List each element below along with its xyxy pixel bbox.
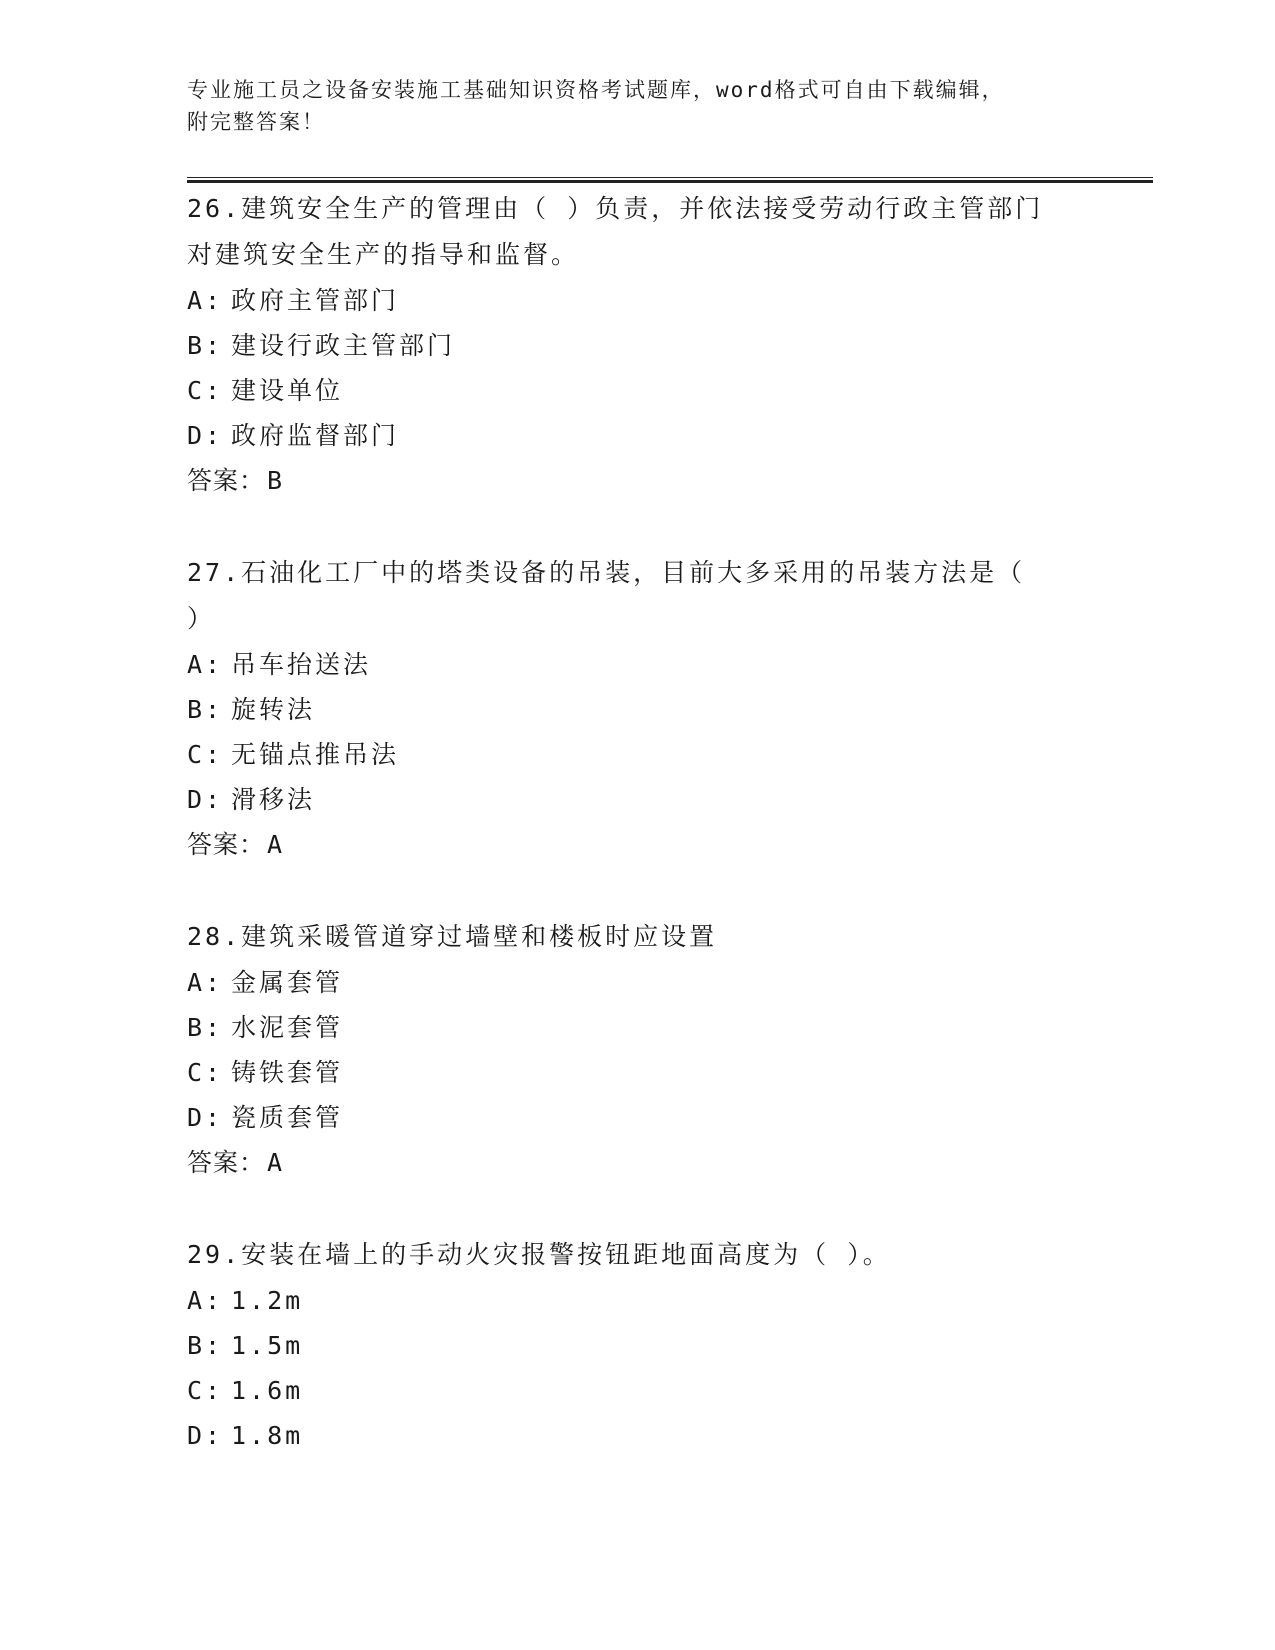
option-text: 无锚点推吊法 [231, 740, 400, 769]
option-b [187, 1005, 1087, 1050]
option-letter: A: [187, 1286, 224, 1315]
option-text: 瓷质套管 [231, 1103, 344, 1132]
option-letter: B: [187, 331, 224, 360]
option-text: 滑移法 [231, 785, 316, 814]
header-line-2: 附完整答案！ [187, 110, 325, 134]
question-stem-line: 对建筑安全生产的指导和监督。 [187, 240, 580, 269]
option-text: 1.5m [231, 1331, 304, 1360]
header-line-1: 专业施工员之设备安装施工基础知识资格考试题库，word格式可自由下载编辑， [187, 78, 1005, 102]
header-divider-thick [187, 180, 1153, 183]
option-letter: C: [187, 376, 224, 405]
option-text: 1.8m [231, 1421, 304, 1450]
option-letter: C: [187, 1058, 224, 1087]
option-a [187, 1278, 1087, 1323]
answer-value: A [267, 830, 284, 859]
option-a [187, 642, 1087, 687]
option-b [187, 687, 1087, 732]
option-text: 1.2m [231, 1286, 304, 1315]
question-stem-line: ） [187, 604, 216, 633]
option-letter: D: [187, 1421, 224, 1450]
option-a [187, 960, 1087, 1005]
header-divider-thin [187, 177, 1153, 178]
option-a [187, 278, 1087, 323]
answer-label: 答案： [187, 1148, 266, 1177]
question-stem-line: 26.建筑安全生产的管理由（ ）负责，并依法接受劳动行政主管部门 [187, 194, 1044, 223]
option-text: 建设行政主管部门 [231, 331, 456, 360]
option-text: 政府主管部门 [231, 286, 400, 315]
question-stem-line: 27.石油化工厂中的塔类设备的吊装，目前大多采用的吊装方法是（ [187, 558, 1026, 587]
option-b [187, 1323, 1087, 1368]
option-letter: B: [187, 695, 224, 724]
option-text: 旋转法 [231, 695, 316, 724]
option-letter: A: [187, 650, 224, 679]
option-d [187, 1413, 1087, 1458]
option-d [187, 777, 1087, 822]
option-d [187, 1095, 1087, 1140]
option-letter: D: [187, 1103, 224, 1132]
question-28 [187, 914, 1087, 1186]
option-letter: A: [187, 968, 224, 997]
option-letter: D: [187, 785, 224, 814]
answer-line [187, 1140, 1087, 1186]
option-text: 1.6m [231, 1376, 304, 1405]
option-c [187, 1050, 1087, 1095]
option-text: 建设单位 [231, 376, 344, 405]
answer-label: 答案： [187, 830, 266, 859]
question-27 [187, 550, 1087, 868]
option-c [187, 1368, 1087, 1413]
option-letter: B: [187, 1013, 224, 1042]
option-text: 吊车抬送法 [231, 650, 372, 679]
option-letter: C: [187, 740, 224, 769]
answer-value: A [267, 1148, 284, 1177]
answer-label: 答案： [187, 466, 266, 495]
option-c [187, 368, 1087, 413]
option-letter: A: [187, 286, 224, 315]
option-c [187, 732, 1087, 777]
answer-line [187, 458, 1087, 504]
question-26 [187, 186, 1087, 504]
option-letter: D: [187, 421, 224, 450]
option-text: 政府监督部门 [231, 421, 400, 450]
option-b [187, 323, 1087, 368]
option-text: 铸铁套管 [231, 1058, 344, 1087]
option-letter: C: [187, 1376, 224, 1405]
option-text: 金属套管 [231, 968, 344, 997]
document-header [187, 74, 1087, 138]
answer-value: B [267, 466, 284, 495]
option-text: 水泥套管 [231, 1013, 344, 1042]
answer-line [187, 822, 1087, 868]
question-29 [187, 1232, 1087, 1458]
option-d [187, 413, 1087, 458]
question-stem-line: 28.建筑采暖管道穿过墙壁和楼板时应设置 [187, 922, 718, 951]
question-stem-line: 29.安装在墙上的手动火灾报警按钮距地面高度为（ ）。 [187, 1240, 891, 1269]
option-letter: B: [187, 1331, 224, 1360]
